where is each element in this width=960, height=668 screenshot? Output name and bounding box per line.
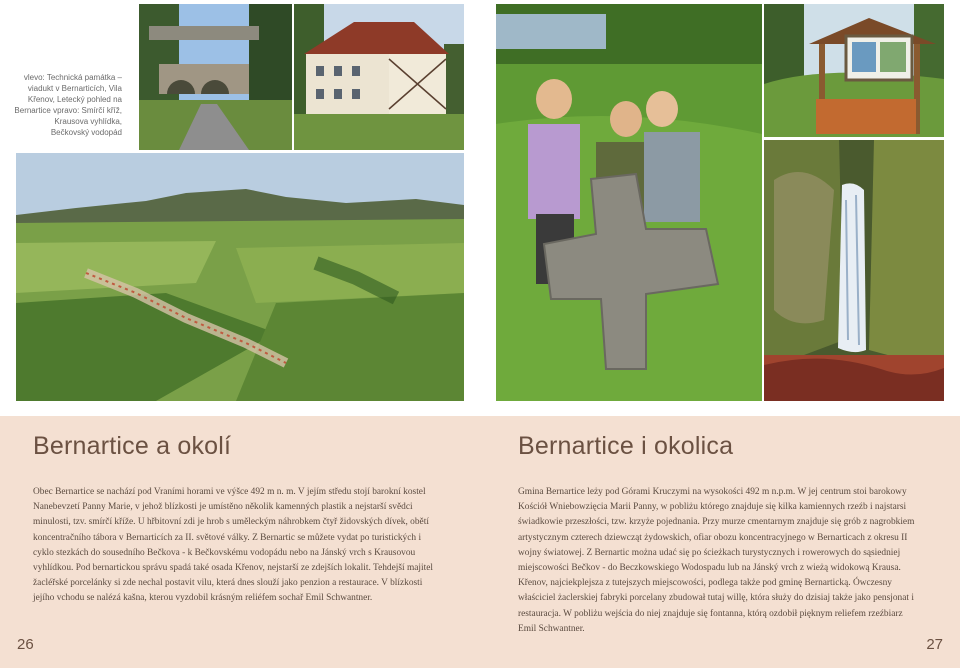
lookout-photo — [764, 4, 944, 137]
waterfall-photo — [764, 140, 944, 401]
aerial-view-photo — [16, 153, 464, 401]
page-title-czech: Bernartice a okolí — [33, 432, 232, 460]
body-text-polish: Gmina Bernartice leży pod Górami Kruczymi na wysokości 492 m n.p.m. W jej centrum stoi barokowy Kościół Wniebowzięcia Marii Panny, w pobliżu którego znajduje się kilka kamiennych rzeźb i najstarsi świadkowie przeszłości, tzw. krzyże pojednania. Przy murze cmentarnym znajduje się grób z nagrobkiem artystycznym czterech dziewcząt żydowskich, ofiar obozu koncentracyjnego w Bernarticach z okresu II wojny światowej. Z Bernartic można udać się po ścieżkach turystycznych i rowerowych do sąsiedniej miejscowości Bečkov - do Beczkowskiego Wodospadu lub na Jánský vrch z wieżą widokową Krausa. Křenov, najciekplejsza z tutejszych miejscowości, podlega także pod gminę Bernarticką. Ówczesny właściciel żaclerskiej fabryki porcelany zbudował tutaj willę, która służy do dzisiaj także jako pensjonat i restauracja. W pobliżu wejścia do niej znajduje się fontanna, którą ozdobił pięknym reliefem rzeźbiarz Emil Schwantner. — [518, 487, 915, 634]
villa-photo — [294, 4, 464, 150]
page-number-right: 27 — [926, 636, 943, 653]
photo-caption: vlevo: Technická památka – viadukt v Bernarticích, Vila Křenov, Letecký pohled na Bernartice vpravo: Smírčí kříž, Krausova vyhlídka, Bečkovský vodopád — [14, 73, 122, 137]
right-page — [480, 0, 960, 668]
viaduct-photo — [139, 4, 292, 150]
page-title-polish: Bernartice i okolica — [518, 432, 734, 460]
stone-cross-photo — [496, 4, 762, 401]
page-number-left: 26 — [17, 636, 34, 653]
body-text-czech: Obec Bernartice se nachází pod Vraními horami ve výšce 492 m n. m. V jejím středu stojí barokní kostel Nanebevzetí Panny Marie, v jehož blízkosti je umístěno několik kamenných plastik a nejstarší svědci minulosti, tzv. smírčí kříže. U hřbitovní zdi je hrob s uměleckým náhrobkem čtyř židovských dívek, obětí koncentračního tábora v Bernarticích za II. světové války. Z Bernartic se můžete vydat po turistických i cyklo stezkách do sousedního Bečkova - k Bečkovskému vodopádu nebo na Jánský vrch s Krausovou vyhlídkou. Pod bernartickou správu spadá také osada Křenov, nejstarší ze zdejších lokalit. Tehdejší majitel žacléřské porcelánky si zde nechal postavit vilu, která dnes slouží jako penzion a restaurace. V blízkosti jejího vchodu se nalézá kašna, kterou vyzdobil krásným reliéfem sochař Emil Schwantner. — [33, 487, 434, 604]
